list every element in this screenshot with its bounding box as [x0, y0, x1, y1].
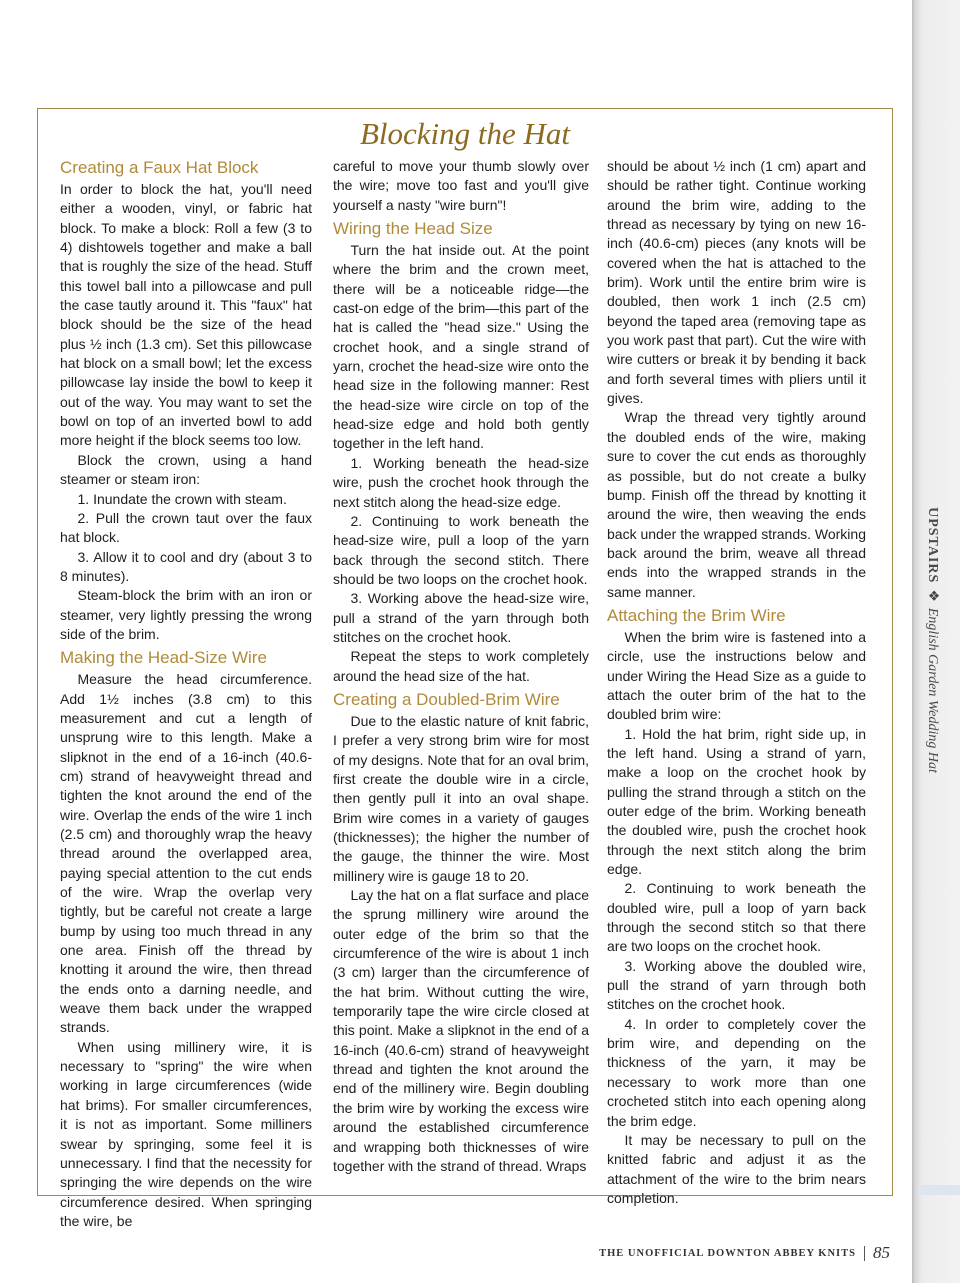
step-item: 1. Hold the hat brim, right side up, in the left hand. Using a strand of yarn, make a loop on the crochet hook by pulling the strand through a stitch on the outer edge of the brim. Working beneath the doubled wire, push the crochet hook through the next stitch along the brim edge.: [607, 725, 866, 878]
subheading-wiring-head-size: Wiring the Head Size: [333, 219, 493, 239]
paragraph: Repeat the steps to work completely around the head size of the hat.: [333, 648, 589, 684]
text-column-2: [333, 157, 589, 1176]
paragraph: When using millinery wire, it is necessary to "spring" the wire when working in large circumferences (wide hat brims). For smaller circumferences, it is not as important. Some milliners swear by springing, some feel it is unnecessary. I find that the necessity for springing the wire depends on the wire circumference desired. When springing the wire, be: [60, 1038, 312, 1229]
page-number: 85: [873, 1243, 890, 1262]
paragraph: Block the crown, using a hand steamer or steam iron:: [60, 451, 312, 488]
step-item: 1. Inundate the crown with steam.: [77, 490, 287, 507]
paragraph: Turn the hat inside out. At the point where the brim and the crown meet, there will be a noticeable ridge—the cast-on edge of the brim—this part of the hat is called the "head size." Using the crochet hook, and a single strand of yarn, crochet the head-size wire onto the head size in the following manner: Rest the head-size wire circle on top of the head-size edge and hold both gently together in the left hand.: [333, 242, 589, 452]
footer-book-title: THE UNOFFICIAL DOWNTON ABBEY KNITS: [599, 1247, 856, 1259]
subheading-head-size-wire: Making the Head-Size Wire: [60, 648, 267, 668]
page-edge-tab: [918, 1185, 960, 1195]
sidebar-title: Blocking the Hat: [359, 116, 571, 151]
step-item: 2. Pull the crown taut over the faux hat block.: [60, 509, 312, 546]
running-head-vertical: [919, 400, 941, 880]
paragraph: Lay the hat on a flat surface and place the sprung millinery wire around the outer edge of the brim so that the circumference of the wire is about 1 inch (3 cm) larger than the circumference of the hat brim. Without cutting the wire, temporarily tape the wire circle closed at this point. Make a slipknot in the end of a 16-inch (40.6-cm) strand of heavyweight thread and tighten the knot around the end of the millinery wire. Begin doubling the brim wire by working the excess wire around the established circumference and wrapping both thicknesses of wire together with the strand of thread. Wraps: [333, 887, 589, 1174]
paragraph: careful to move your thumb slowly over the wire; move too fast and you'll give yourself a nasty "wire burn"!: [333, 158, 589, 213]
page-footer: [560, 1243, 890, 1263]
text-column-3: [607, 157, 866, 1208]
step-item: 3. Working above the head-size wire, pull a strand of the yarn through both stitches on the crochet hook.: [333, 590, 589, 645]
subheading-doubled-brim-wire: Creating a Doubled-Brim Wire: [333, 689, 560, 709]
step-item: 1. Working beneath the head-size wire, push the crochet hook through the next stitch along the head-size edge.: [333, 454, 589, 510]
fleuron-icon: ❖: [925, 589, 940, 602]
step-item: 2. Continuing to work beneath the doubled wire, pull a loop of yarn back through the second stitch so that there are two loops on the crochet hook.: [607, 880, 866, 955]
step-item: 2. Continuing to work beneath the head-size wire, pull a loop of the yarn back through the second stitch. There should be two loops on the crochet hook.: [333, 512, 589, 587]
step-item: 4. In order to completely cover the brim wire, and depending on the thickness of the yarn, it may be necessary to work more than one crocheted stitch into each opening along the brim edge.: [607, 1015, 866, 1129]
paragraph: In order to block the hat, you'll need either a wooden, vinyl, or fabric hat block. To make a block: Roll a few (3 to 4) dishtowels together and make a ball that is roughly the size of the head. Stuff this towel ball into a pillowcase and pull the case tautly around it. This "faux" hat block should be the size of the head plus ½ inch (1.3 cm). Set this pillowcase hat block on a small bowl; let the excess pillowcase lay inside the bowl to keep it out of the way. You may want to set the bowl on top of an inverted bowl to add more height if the block seems too low.: [60, 181, 312, 449]
paragraph: Due to the elastic nature of knit fabric, I prefer a very strong brim wire for most of my designs. Note that for an oval brim, first create the double wire in a circle, then gently pull it into an oval shape. Brim wire comes in a variety of gauges (thicknesses); the higher the number of the gauge, the thinner the wire. Most millinery wire is gauge 18 to 20.: [333, 712, 589, 884]
footer-divider: [864, 1246, 865, 1261]
paragraph: Steam-block the brim with an iron or steamer, very lightly pressing the wrong side of the brim.: [60, 587, 312, 642]
running-head-subtitle: English Garden Wedding Hat: [925, 607, 940, 773]
paragraph: Wrap the thread very tightly around the doubled ends of the wire, making sure to cover the cut ends as thoroughly as possible, but do not create a bulky bump. Finish off the thread by knotting it around the wire, then weaving the ends back under the wrapped strands. Working back around the brim, weave all thread ends into the wrapped strands in the same manner.: [607, 409, 866, 600]
subheading-attaching-brim-wire: Attaching the Brim Wire: [607, 605, 786, 625]
paragraph: should be about ½ inch (1 cm) apart and should be rather tight. Continue working around the brim wire, adding to the thread as necessary by tying on new 16-inch (40.6-cm) pieces (any knots will be covered when the hat is attached to the brim). Work until the entire brim wire is doubled, then work 1 inch (2.5 cm) beyond the taped area (removing tape as you work past that part). Cut the wire with wire cutters or break it by bending it back and forth several times with pliers until it gives.: [607, 158, 866, 407]
step-item: 3. Working above the doubled wire, pull the strand of yarn through both stitches on the crochet hook.: [607, 957, 866, 1013]
subheading-faux-hat-block: Creating a Faux Hat Block: [60, 158, 259, 177]
paragraph: It may be necessary to pull on the knitted fabric and adjust it as the attachment of the wire to the brim nears completion.: [607, 1131, 866, 1206]
step-item: 3. Allow it to cool and dry (about 3 to 8 minutes).: [60, 548, 312, 584]
paragraph: When the brim wire is fastened into a circle, use the instructions below and under Wiring the Head Size as a guide to attach the outer brim of the hat to the doubled brim wire:: [607, 628, 866, 723]
paragraph: Measure the head circumference. Add 1½ inches (3.8 cm) to this measurement and cut a length of unsprung wire to this length. Make a slipknot in the end of a 16-inch (40.6-cm) strand of heavyweight thread and tighten the knot around the end of the wire. Overlap the ends of the wire 1 inch (2.5 cm) and thoroughly wrap the heavy thread around the overlapped area, paying special attention to the cut ends of the wire. Wrap the overlap very tightly, but be careful not create a large bump by using too much thread in any one area. Finish off the thread by knotting it around the wire, then thread the ends onto a darning needle, and weave them back under the wrapped strands.: [60, 671, 312, 1036]
text-column-1: [60, 157, 312, 1231]
running-head-section: UPSTAIRS: [925, 507, 940, 584]
